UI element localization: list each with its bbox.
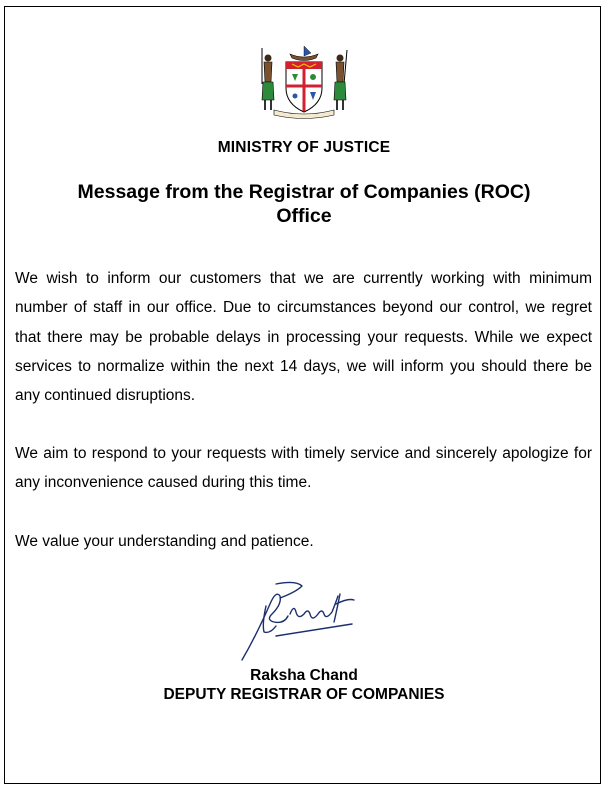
message-heading <box>40 180 568 228</box>
ministry-title: MINISTRY OF JUSTICE <box>217 139 391 156</box>
heading-line-2: Office <box>276 205 332 227</box>
shield <box>286 62 322 112</box>
body-paragraph-1: We wish to inform our customers that we are currently working with minimum number of staff in our office. Due to circumstances beyond our control, we regret that there may be probable delays in processing your requests. While we expect services to normalize within the next 14 days, we will inform you should there be any continued disruptions. <box>15 270 592 405</box>
coat-of-arms-emblem <box>254 44 354 120</box>
signer-name: Raksha Chand <box>250 667 358 684</box>
body-paragraph-3: We value your understanding and patience. <box>15 533 314 550</box>
handwritten-signature <box>236 574 366 664</box>
heading-line-1: Message from the Registrar of Companies (ROC) <box>77 181 531 203</box>
right-supporter-figure <box>334 50 347 110</box>
signer-title: DEPUTY REGISTRAR OF COMPANIES <box>163 686 445 703</box>
left-supporter-figure <box>262 48 274 110</box>
body-paragraph-2: We aim to respond to your requests with timely service and sincerely apologize for any inconvenience caused during this time. <box>15 445 592 492</box>
